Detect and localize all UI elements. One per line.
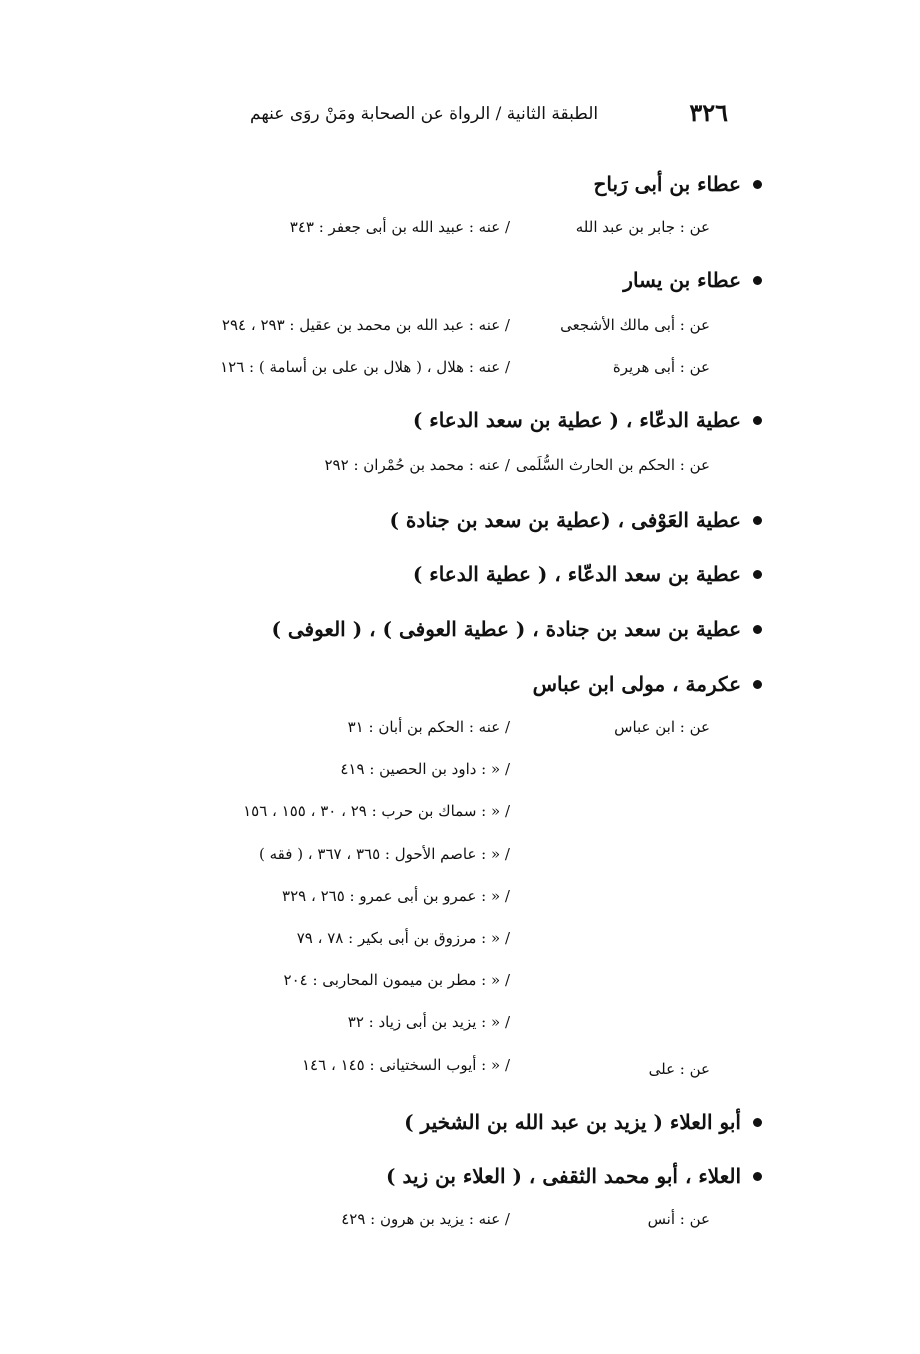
narration-row bbox=[160, 887, 710, 913]
narration-row bbox=[160, 929, 710, 955]
narrator-name: أبو العلاء ( يزيد بن عبد الله بن الشخير ) bbox=[404, 1110, 741, 1134]
bullet-icon bbox=[753, 416, 762, 425]
entry-heading bbox=[386, 1164, 762, 1188]
bullet-icon bbox=[753, 625, 762, 634]
narrator-name: العلاء ، أبو محمد الثقفى ، ( العلاء بن زيد ) bbox=[386, 1164, 741, 1188]
narrator-name: عطاء بن أبى رَباح bbox=[593, 172, 741, 196]
narrated-by: / « : عاصم الأحول : ٣٦٥ ، ٣٦٧ ، ( فقه ) bbox=[259, 845, 510, 863]
entry-heading bbox=[389, 508, 762, 532]
page-header bbox=[240, 98, 740, 138]
narrated-from: عن : ابن عباس bbox=[614, 718, 710, 736]
narrated-from: عن : على bbox=[648, 1060, 710, 1078]
bullet-icon bbox=[753, 1172, 762, 1181]
narrated-by: / عنه : عبد الله بن محمد بن عقيل : ٢٩٣ ، ٢٩٤ bbox=[221, 316, 510, 334]
narrated-by: / عنه : محمد بن حُمْران : ٢٩٢ bbox=[324, 456, 510, 474]
narration-row bbox=[160, 845, 710, 871]
bullet-icon bbox=[753, 570, 762, 579]
entry-heading bbox=[413, 562, 762, 586]
narrated-by: / « : يزيد بن أبى زياد : ٣٢ bbox=[347, 1013, 510, 1031]
narration-row bbox=[160, 1210, 710, 1236]
entry-heading bbox=[271, 617, 762, 641]
narrator-name: عطية بن سعد الدعّاء ، ( عطية الدعاء ) bbox=[412, 562, 741, 586]
narrated-by: / « : مرزوق بن أبى بكير : ٧٨ ، ٧٩ bbox=[296, 929, 510, 947]
narrator-name: عطاء بن يسار bbox=[623, 268, 741, 292]
narrated-from: عن : أبى هريرة bbox=[612, 358, 710, 376]
narration-row bbox=[160, 802, 710, 828]
narration-row bbox=[160, 358, 710, 384]
narrated-by: / « : سماك بن حرب : ٢٩ ، ٣٠ ، ١٥٥ ، ١٥٦ bbox=[243, 802, 510, 820]
bullet-icon bbox=[753, 180, 762, 189]
narrated-by: / عنه : هلال ، ( هلال بن على بن أسامة ) : ١٢٦ bbox=[220, 358, 510, 376]
entry-heading bbox=[533, 672, 762, 696]
narrated-by: / « : أيوب السختيانى : ١٤٥ ، ١٤٦ bbox=[302, 1056, 510, 1074]
narration-row bbox=[160, 1056, 710, 1082]
narration-row bbox=[160, 718, 710, 744]
narrator-name: عطية بن سعد بن جنادة ، ( عطية العوفى ) ، ( العوفى ) bbox=[271, 617, 741, 641]
narrator-name: عكرمة ، مولى ابن عباس bbox=[532, 672, 741, 696]
narrated-by: / عنه : الحكم بن أبان : ٣١ bbox=[347, 718, 510, 736]
narrated-from: عن : جابر بن عبد الله bbox=[575, 218, 710, 236]
bullet-icon bbox=[753, 1118, 762, 1127]
narrated-by: / « : داود بن الحصين : ٤١٩ bbox=[340, 760, 510, 778]
narration-row bbox=[160, 456, 710, 482]
narration-row bbox=[160, 1013, 710, 1039]
page-number: ٣٢٦ bbox=[689, 98, 728, 127]
narrator-name: عطية العَوْفى ، (عطية بن سعد بن جنادة ) bbox=[389, 508, 741, 532]
narration-row bbox=[160, 971, 710, 997]
entry-heading bbox=[593, 172, 762, 196]
narrated-by: / « : مطر بن ميمون المحاربى : ٢٠٤ bbox=[283, 971, 510, 989]
narration-row bbox=[160, 218, 710, 244]
bullet-icon bbox=[753, 680, 762, 689]
bullet-icon bbox=[753, 276, 762, 285]
narrated-by: / « : عمرو بن أبى عمرو : ٢٦٥ ، ٣٢٩ bbox=[282, 887, 510, 905]
narration-row bbox=[160, 760, 710, 786]
narrator-name: عطية الدعّاء ، ( عطية بن سعد الدعاء ) bbox=[412, 408, 741, 432]
narration-row bbox=[160, 316, 710, 342]
narrated-from: عن : أبى مالك الأشجعى bbox=[560, 316, 710, 334]
narrated-from: عن : الحكم بن الحارث السُّلَمى bbox=[515, 456, 710, 474]
bullet-icon bbox=[753, 516, 762, 525]
entry-heading bbox=[404, 1110, 762, 1134]
narrated-from: عن : أنس bbox=[647, 1210, 710, 1228]
entry-heading bbox=[623, 268, 762, 292]
entry-heading bbox=[413, 408, 762, 432]
running-title: الطبقة الثانية / الرواة عن الصحابة ومَنْ روَى عنهم bbox=[250, 104, 599, 124]
narrated-by: / عنه : يزيد بن هرون : ٤٢٩ bbox=[341, 1210, 510, 1228]
narrated-by: / عنه : عبيد الله بن أبى جعفر : ٣٤٣ bbox=[289, 218, 510, 236]
